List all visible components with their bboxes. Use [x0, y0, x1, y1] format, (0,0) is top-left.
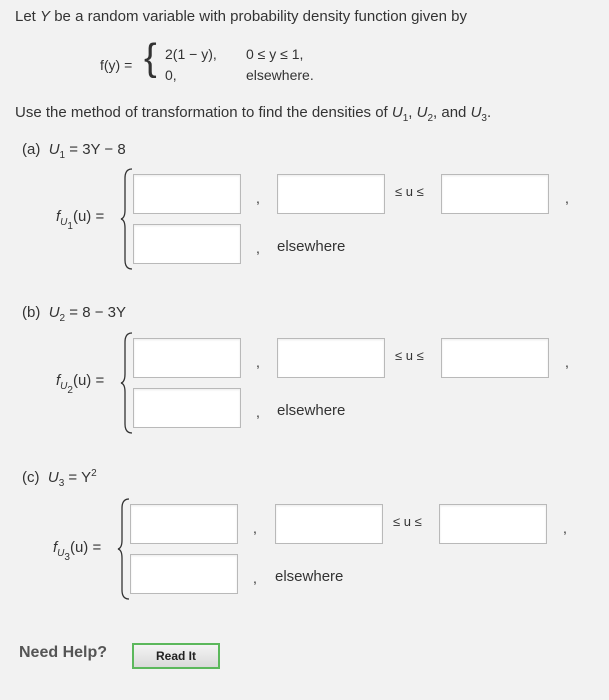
intro-part-a: Let	[15, 8, 41, 25]
part-c-expr-input[interactable]	[130, 504, 238, 544]
part-a-elsewhere: elsewhere	[277, 238, 346, 255]
part-a-func-label	[56, 208, 104, 232]
part-c-else-input[interactable]	[130, 554, 238, 594]
part-a-def-sub: 1	[59, 150, 66, 161]
part-b-brace-icon	[120, 332, 134, 434]
part-c-func-name: f	[53, 539, 58, 556]
instr-u2: U	[416, 104, 428, 121]
part-b-expr-input[interactable]	[133, 338, 241, 378]
part-b-def-sub: 2	[59, 313, 66, 324]
intro-var: Y	[40, 8, 51, 25]
part-c-lower-input[interactable]	[275, 504, 383, 544]
part-c-brace-icon	[117, 498, 131, 600]
part-a-else-input[interactable]	[133, 224, 241, 264]
part-c-def-sup: 2	[91, 468, 97, 479]
instr-sep1: ,	[408, 104, 417, 121]
instr-sep2: , and	[433, 104, 471, 121]
part-a-expr-input[interactable]	[133, 174, 241, 214]
part-b-def-rhs: = 8 − 3Y	[65, 304, 126, 321]
part-a-def-var: U	[48, 141, 60, 158]
part-a-func-arg: (u) =	[72, 208, 105, 225]
part-b-comma-1: ,	[256, 354, 260, 370]
pdf-case1-cond: 0 ≤ y ≤ 1,	[246, 46, 304, 62]
instr-u3-sub: 3	[481, 113, 487, 124]
part-a-func-sub-var: U	[60, 217, 68, 228]
part-c-upper-input[interactable]	[439, 504, 547, 544]
pdf-brace: {	[144, 37, 157, 79]
part-a-header	[22, 141, 126, 161]
part-b-elsewhere: elsewhere	[277, 402, 346, 419]
part-b-func-label	[56, 372, 104, 396]
part-b-func-name: f	[56, 372, 61, 389]
part-b-func-sub-var: U	[60, 381, 68, 392]
part-b-comma-2: ,	[565, 354, 569, 370]
part-b-comma-3: ,	[256, 404, 260, 420]
instr-end: .	[486, 104, 492, 121]
part-b-else-input[interactable]	[133, 388, 241, 428]
part-a-func-sub-num: 1	[67, 221, 73, 232]
read-it-button[interactable]: Read It	[132, 643, 220, 669]
part-c-def-sub: 3	[58, 478, 65, 489]
part-a-brace-icon	[120, 168, 134, 270]
part-a-comma-2: ,	[565, 190, 569, 206]
part-a-label: (a)	[22, 141, 41, 158]
part-c-elsewhere: elsewhere	[275, 568, 344, 585]
part-c-func-sub-num: 3	[64, 552, 70, 563]
part-b-label: (b)	[22, 304, 41, 321]
part-c-ineq: ≤ u ≤	[393, 514, 422, 529]
pdf-lhs: f(y) =	[100, 57, 133, 73]
instr-u3: U	[470, 104, 482, 121]
part-b-def-var: U	[48, 304, 60, 321]
part-c-comma-2: ,	[563, 520, 567, 536]
intro-part-b: be a random variable with probability density function given by	[50, 8, 467, 25]
pdf-case2-expr: 0,	[165, 67, 177, 83]
part-a-upper-input[interactable]	[441, 174, 549, 214]
pdf-case1-expr: 2(1 − y),	[165, 46, 217, 62]
part-c-label: (c)	[22, 469, 40, 486]
need-help-title: Need Help?	[19, 644, 108, 661]
intro-text	[15, 8, 467, 25]
part-b-lower-input[interactable]	[277, 338, 385, 378]
part-a-lower-input[interactable]	[277, 174, 385, 214]
part-c-def-rhs: = Y	[64, 469, 92, 486]
part-c-header	[22, 468, 97, 489]
pdf-case2-cond: elsewhere.	[246, 67, 314, 83]
part-a-func-name: f	[56, 208, 61, 225]
part-a-comma-3: ,	[256, 240, 260, 256]
part-c-comma-1: ,	[253, 520, 257, 536]
part-c-func-sub-var: U	[57, 548, 65, 559]
instruction-part: Use the method of transformation to find the densities of	[15, 104, 392, 121]
part-b-header	[22, 304, 126, 324]
part-c-func-arg: (u) =	[69, 539, 102, 556]
part-c-func-label	[53, 539, 101, 563]
part-b-upper-input[interactable]	[441, 338, 549, 378]
part-a-comma-1: ,	[256, 190, 260, 206]
part-a-ineq: ≤ u ≤	[395, 184, 424, 199]
part-b-func-arg: (u) =	[72, 372, 105, 389]
part-a-def-rhs: = 3Y − 8	[65, 141, 126, 158]
part-b-func-sub-num: 2	[67, 385, 73, 396]
part-b-ineq: ≤ u ≤	[395, 348, 424, 363]
instr-u1-sub: 1	[402, 113, 409, 124]
instr-u1: U	[391, 104, 403, 121]
instr-u2-sub: 2	[427, 113, 434, 124]
part-c-comma-3: ,	[253, 570, 257, 586]
instruction-text	[15, 104, 491, 124]
part-c-def-var: U	[47, 469, 59, 486]
